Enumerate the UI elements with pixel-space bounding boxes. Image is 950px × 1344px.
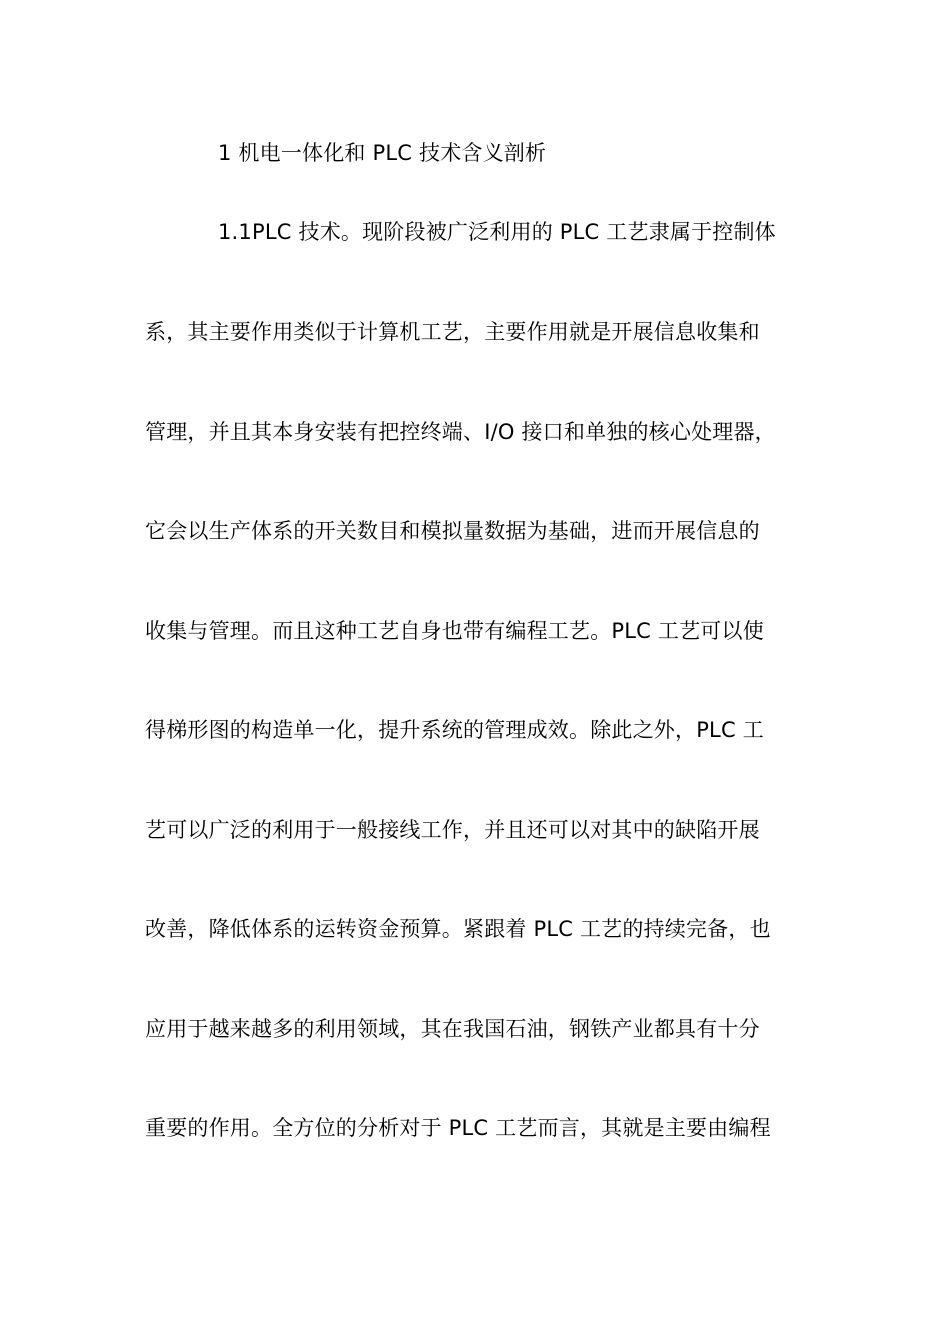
section-heading: 1 机电一体化和 PLC 技术含义剖析 [218, 141, 547, 165]
paragraph-line-3: 管理，并且其本身安装有把控终端、I/O 接口和单独的核心处理器， [145, 420, 776, 444]
paragraph-line-5: 收集与管理。而且这种工艺自身也带有编程工艺。PLC 工艺可以使 [145, 619, 764, 643]
paragraph-line-2: 系，其主要作用类似于计算机工艺，主要作用就是开展信息收集和 [145, 320, 760, 344]
paragraph-line-7: 艺可以广泛的利用于一般接线工作，并且还可以对其中的缺陷开展 [145, 818, 760, 842]
paragraph-line-10: 重要的作用。全方位的分析对于 PLC 工艺而言，其就是主要由编程 [145, 1116, 771, 1140]
paragraph-line-6: 得梯形图的构造单一化，提升系统的管理成效。除此之外，PLC 工 [145, 718, 764, 742]
paragraph-line-9: 应用于越来越多的利用领域，其在我国石油，钢铁产业都具有十分 [145, 1017, 760, 1041]
paragraph-line-8: 改善，降低体系的运转资金预算。紧跟着 PLC 工艺的持续完备，也 [145, 917, 771, 941]
paragraph-line-1: 1.1PLC 技术。现阶段被广泛利用的 PLC 工艺隶属于控制体 [218, 220, 776, 244]
paragraph-line-4: 它会以生产体系的开关数目和模拟量数据为基础，进而开展信息的 [145, 519, 760, 543]
